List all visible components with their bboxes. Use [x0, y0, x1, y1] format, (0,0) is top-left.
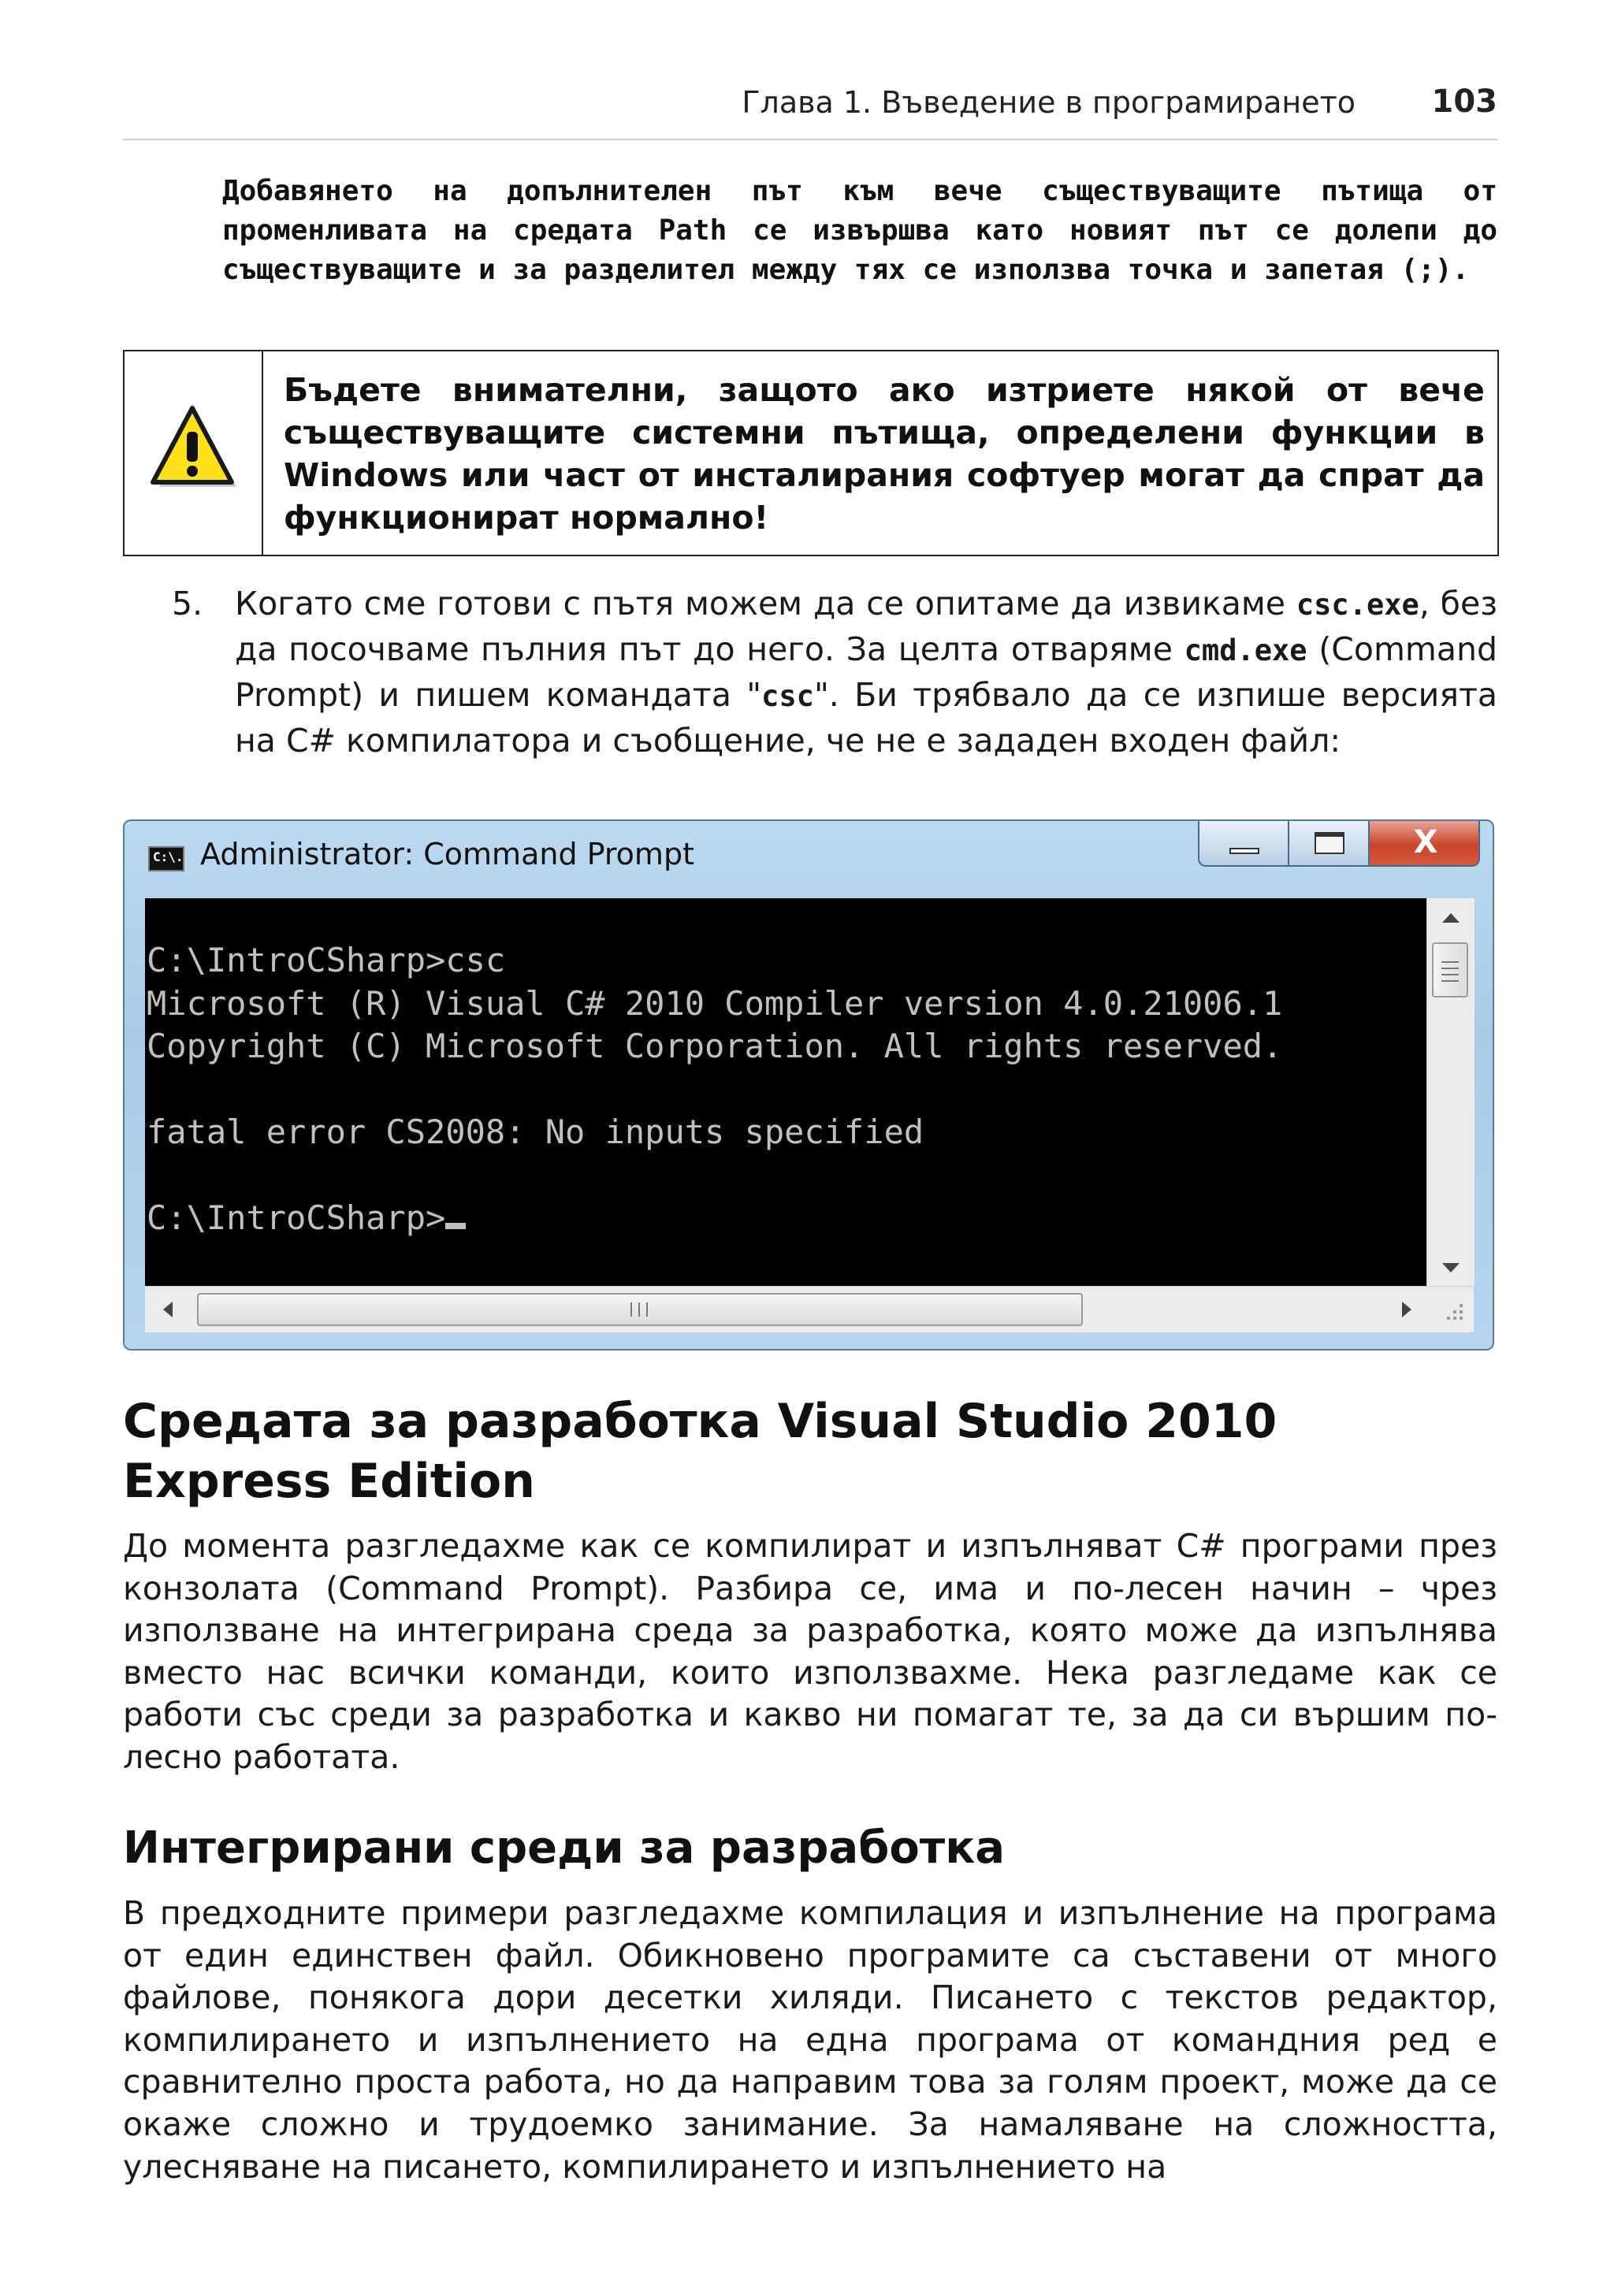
list-item-text-part: ". Би трябвало да се изпише версията на C# компилатора и съобщение, че не е зададен входен файл: — [235, 676, 1497, 760]
window-title: Administrator: Command Prompt — [200, 837, 694, 871]
maximize-button[interactable] — [1288, 821, 1370, 867]
inline-code-csc: csc — [761, 679, 814, 713]
close-icon: X — [1413, 824, 1438, 860]
horizontal-scrollbar[interactable] — [145, 1286, 1474, 1332]
vertical-scroll-thumb[interactable] — [1432, 942, 1468, 998]
window-controls — [1198, 821, 1482, 868]
console-line: Microsoft (R) Visual C# 2010 Compiler version 4.0.21006.1 — [147, 983, 1283, 1023]
scroll-right-arrow-icon[interactable] — [1401, 1301, 1412, 1318]
warning-text: Бъдете внимателни, защото ако изтриете някой от вече съществуващите системни пътища, определени функции в Windows или част от инсталирания софтуер могат да спрат да функционират нормално! — [284, 371, 1485, 537]
console-line: C:\IntroCSharp>csc — [147, 941, 506, 979]
maximize-icon — [1315, 832, 1344, 854]
warning-icon-cell — [125, 351, 263, 555]
section-heading: Средата за разработка Visual Studio 2010 Express Edition — [123, 1394, 1277, 1509]
text-cursor — [445, 1223, 466, 1229]
list-item-text — [235, 581, 1497, 763]
console-prompt-line: C:\IntroCSharp> — [147, 1198, 446, 1237]
minimize-button[interactable] — [1198, 821, 1289, 867]
list-item-text-part: Когато сме готови с пътя можем да се опитаме да извикаме — [235, 585, 1296, 622]
console-output — [147, 939, 1423, 1240]
inline-code-cmd-exe: cmd.exe — [1184, 633, 1307, 667]
console-area[interactable] — [145, 898, 1474, 1286]
scroll-down-arrow-icon[interactable] — [1441, 1262, 1460, 1273]
cmd-app-icon-label: C:\. — [153, 849, 184, 864]
console-line: fatal error CS2008: No inputs specified — [147, 1113, 924, 1151]
path-note-paragraph: Добавянето на допълнителен път към вече съществуващите пътища от променливата на средата Path се извършва като новият път се долепи до съществуващите и за разделител между тях се използва точка и запетая (;). — [222, 175, 1497, 286]
page-number: 103 — [1431, 84, 1497, 120]
warning-icon — [148, 405, 240, 496]
inline-code-csc-exe: csc.exe — [1296, 588, 1419, 622]
close-button[interactable] — [1368, 821, 1480, 867]
vertical-scrollbar[interactable] — [1426, 898, 1475, 1286]
resize-grip-icon[interactable] — [1437, 1298, 1466, 1326]
running-header-chapter: Глава 1. Въведение в програмирането — [742, 85, 1356, 120]
subsection-heading: Интегрирани среди за разработка — [123, 1822, 1006, 1874]
list-item-text-part: , без да посочваме пълния път до него. За целта отваряме — [235, 585, 1497, 668]
horizontal-scroll-thumb[interactable] — [197, 1293, 1083, 1326]
warning-box — [123, 350, 1499, 556]
header-divider — [123, 139, 1497, 140]
scroll-left-arrow-icon[interactable] — [162, 1301, 173, 1318]
list-item-number: 5. — [172, 585, 203, 622]
scroll-up-arrow-icon[interactable] — [1441, 912, 1460, 923]
list-item-text-part: (Command Prompt) и пишем командата " — [235, 630, 1497, 714]
body-paragraph-1: До момента разгледахме как се компилират и изпълняват C# програми през конзолата (Command Prompt). Разбира се, има и по-лесен начин – чрез използване на интегрирана среда за разработка, която може да изпълнява вместо нас всички команди, които използвахме. Нека разгледаме как се работи със среди за разработка и какво ни помагат те, за да си вършим по-лесно работата. — [123, 1527, 1497, 1776]
command-prompt-window — [123, 819, 1494, 1350]
body-paragraph-2: В предходните примери разгледахме компилация и изпълнение на програма от един единствен файл. Обикновено програмите са съставени от много файлове, понякога дори десетки хиляди. Писането с текстов редактор, компилирането и изпълнението на една програма от командния ред е сравнително проста работа, но да направим това за голям проект, може да се окаже сложно и трудоемко занимание. За намаляване на сложността, улесняване на писането, компилирането и изпълнението на — [123, 1894, 1497, 2186]
cmd-app-icon — [148, 846, 184, 871]
console-line: Copyright (C) Microsoft Corporation. All rights reserved. — [147, 1027, 1283, 1065]
minimize-icon — [1229, 848, 1259, 854]
